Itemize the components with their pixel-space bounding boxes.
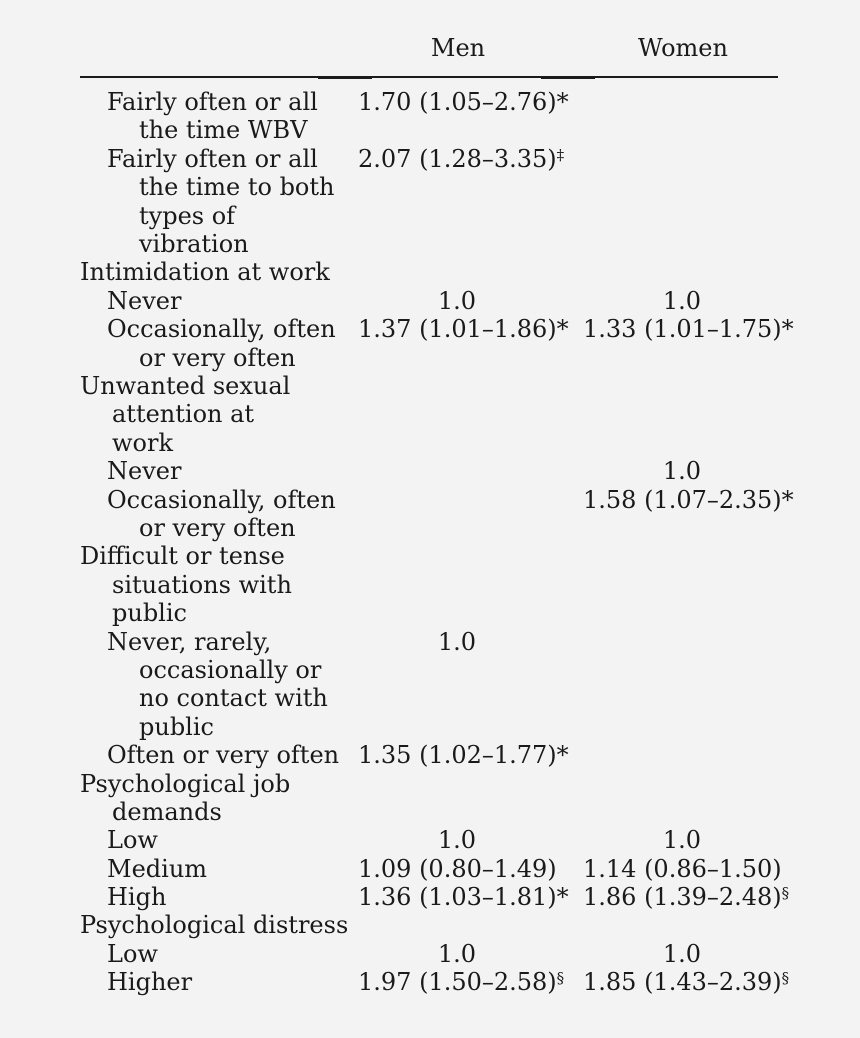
label-line: Intimidation at work <box>80 258 330 287</box>
label-line: or very often <box>139 343 296 372</box>
table-row <box>0 287 860 315</box>
cell-value: 1.37 (1.01–1.86) <box>358 315 557 344</box>
cell-value: 1.0 <box>437 826 477 855</box>
row-level-label <box>107 940 357 968</box>
header-rule <box>80 76 778 78</box>
cell-men <box>358 883 569 912</box>
row-level-label <box>107 315 357 372</box>
table-row <box>0 372 860 457</box>
cell-value: 1.0 <box>437 939 477 968</box>
label-line: demands <box>112 797 222 826</box>
significance-marker: ‡ <box>556 145 565 164</box>
cell-women <box>583 940 781 968</box>
table-row <box>0 88 860 145</box>
cell-women <box>583 287 781 315</box>
row-level-label <box>107 287 357 315</box>
table-row <box>0 883 860 911</box>
significance-marker: § <box>781 884 790 903</box>
row-level-label <box>107 826 357 854</box>
cell-value: 1.09 (0.80–1.49) <box>358 854 557 883</box>
cell-value: 1.0 <box>662 286 702 315</box>
label-line: or very often <box>139 513 296 542</box>
table-row <box>0 940 860 968</box>
table-row <box>0 457 860 485</box>
table-row <box>0 770 860 827</box>
label-line: Never, rarely, <box>107 627 272 656</box>
label-line: Occasionally, often <box>107 485 336 514</box>
label-line: public <box>112 599 187 628</box>
row-category-label <box>80 911 349 940</box>
cell-men <box>358 88 569 116</box>
label-line: Fairly often or all <box>107 144 318 173</box>
label-line: public <box>139 712 214 741</box>
cell-value: 1.97 (1.50–2.58) <box>358 968 557 997</box>
cell-value: 2.07 (1.28–3.35) <box>358 144 557 173</box>
cell-men <box>358 940 556 968</box>
label-line: Fairly often or all <box>107 88 318 116</box>
label-line: Psychological distress <box>80 911 349 940</box>
label-line: Higher <box>107 968 193 997</box>
significance-marker: * <box>556 883 569 912</box>
cell-value: 1.0 <box>662 457 702 486</box>
cell-women <box>583 457 781 485</box>
cell-women <box>583 883 790 912</box>
row-level-label <box>107 741 357 769</box>
cell-women <box>583 855 781 883</box>
row-level-label <box>107 968 357 996</box>
row-level-label <box>107 457 357 485</box>
label-line: Psychological job <box>80 769 291 798</box>
row-level-label <box>107 883 357 911</box>
cell-women <box>583 968 790 997</box>
column-header-women: Women <box>638 34 728 62</box>
label-line: vibration <box>139 230 249 259</box>
table-row <box>0 628 860 742</box>
row-level-label <box>107 855 357 883</box>
cell-men <box>358 741 569 770</box>
cell-value: 1.86 (1.39–2.48) <box>583 883 782 912</box>
row-level-label <box>107 486 357 543</box>
label-line: Difficult or tense <box>80 542 285 571</box>
label-line: Low <box>107 939 158 968</box>
significance-marker: * <box>556 88 569 116</box>
table-row <box>0 542 860 627</box>
label-line: situations with <box>112 570 292 599</box>
cell-women <box>583 315 794 344</box>
cell-value: 1.36 (1.03–1.81) <box>358 883 557 912</box>
cell-women <box>583 826 781 854</box>
table-header <box>0 34 860 64</box>
label-line: occasionally or <box>139 655 322 684</box>
table-row <box>0 145 860 259</box>
label-line: Occasionally, often <box>107 315 336 344</box>
row-category-label <box>80 372 330 457</box>
cell-value: 1.35 (1.02–1.77) <box>358 741 557 770</box>
cell-men <box>358 315 569 344</box>
cell-men <box>358 144 565 173</box>
cell-women <box>583 485 794 514</box>
cell-value: 1.58 (1.07–2.35) <box>583 485 782 514</box>
table-row <box>0 826 860 854</box>
label-line: Unwanted sexual <box>80 371 291 400</box>
cell-value: 1.70 (1.05–2.76) <box>358 88 557 116</box>
row-category-label <box>80 542 330 627</box>
table-row <box>0 855 860 883</box>
label-line: no contact with <box>139 684 328 713</box>
row-category-label <box>80 258 330 286</box>
significance-marker: * <box>781 485 794 514</box>
significance-marker: * <box>556 315 569 344</box>
table-row <box>0 911 860 939</box>
table-row <box>0 968 860 996</box>
significance-marker: § <box>556 969 565 988</box>
label-line: Never <box>107 457 182 486</box>
table-row <box>0 315 860 372</box>
label-line: the time to both <box>139 173 335 202</box>
label-line: attention at <box>112 400 255 429</box>
row-level-label <box>107 88 357 145</box>
cell-men <box>358 855 556 883</box>
row-level-label <box>107 628 357 742</box>
cell-men <box>358 287 556 315</box>
significance-marker: * <box>781 315 794 344</box>
header-rule-segment-women <box>541 76 595 79</box>
cell-value: 1.0 <box>437 627 477 656</box>
header-rule-segment-men <box>318 76 372 79</box>
label-line: Often or very often <box>107 741 340 770</box>
cell-men <box>358 968 565 997</box>
significance-marker: * <box>556 741 569 770</box>
cell-value: 1.0 <box>437 286 477 315</box>
column-header-men: Men <box>430 34 486 62</box>
label-line: the time WBV <box>139 116 308 145</box>
cell-men <box>358 628 556 656</box>
table-body <box>0 88 860 997</box>
label-line: High <box>107 883 167 912</box>
significance-marker: § <box>781 969 790 988</box>
cell-men <box>358 826 556 854</box>
label-line: Never <box>107 286 182 315</box>
cell-value: 1.0 <box>662 939 702 968</box>
cell-value: 1.14 (0.86–1.50) <box>583 854 782 883</box>
table-row <box>0 258 860 286</box>
cell-value: 1.85 (1.43–2.39) <box>583 968 782 997</box>
cell-value: 1.0 <box>662 826 702 855</box>
label-line: Low <box>107 826 158 855</box>
label-line: Medium <box>107 854 208 883</box>
table-row <box>0 486 860 543</box>
label-line: types of <box>139 201 236 230</box>
table-row <box>0 741 860 769</box>
label-line: work <box>112 428 174 457</box>
cell-value: 1.33 (1.01–1.75) <box>583 315 782 344</box>
row-level-label <box>107 145 357 259</box>
row-category-label <box>80 770 330 827</box>
